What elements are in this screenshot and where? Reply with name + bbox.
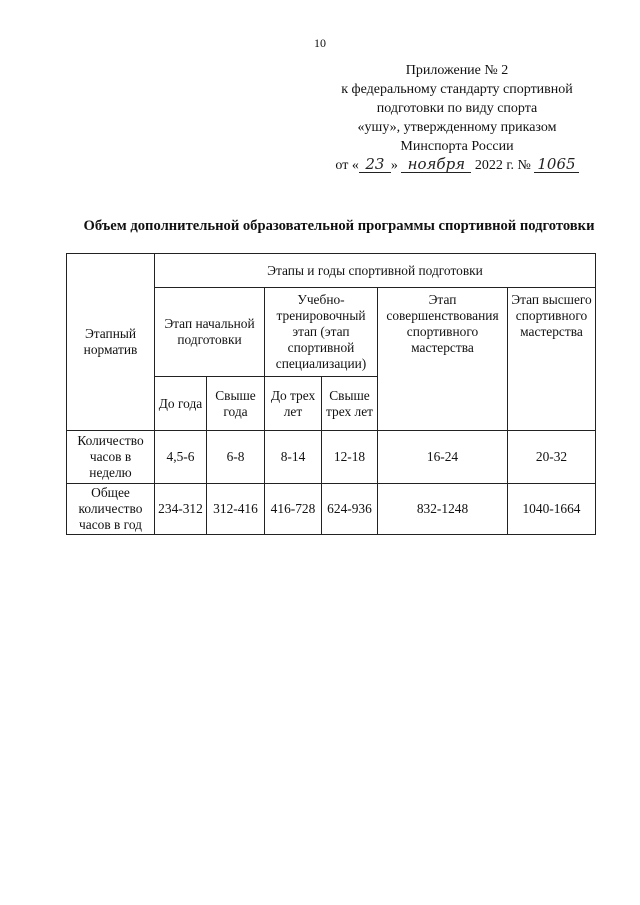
- stage-training-header: Учебно-тренировочный этап (этап спортивной специализации): [265, 288, 378, 377]
- table-cell: 624-936: [322, 484, 378, 535]
- page-number: 10: [314, 36, 326, 50]
- date-sep: »: [390, 158, 398, 173]
- table-cell: 6-8: [207, 431, 265, 484]
- years-training-2: Свыше трех лет: [322, 377, 378, 431]
- stage-initial-header: Этап начальной подготовки: [155, 288, 265, 377]
- appendix-ministry: Минспорта России: [400, 139, 514, 154]
- document-title: Объем дополнительной образовательной программы спортивной подготовки: [83, 218, 595, 234]
- row-label: Общее количество часов в год: [67, 484, 155, 535]
- order-number: 1065: [534, 157, 578, 173]
- date-day: 23: [359, 157, 391, 173]
- table-cell: 312-416: [207, 484, 265, 535]
- table-cell: 416-728: [265, 484, 322, 535]
- years-initial-1: До года: [155, 377, 207, 431]
- stage-improvement-header: Этап совершенствования спортивного мастерства: [378, 288, 508, 431]
- stage-highest-header: Этап высшего спортивного мастерства: [508, 288, 596, 431]
- column-header-normative: Этапный норматив: [67, 254, 155, 431]
- table-cell: 12-18: [322, 431, 378, 484]
- table-cell: 20-32: [508, 431, 596, 484]
- appendix-date-line: [312, 156, 602, 175]
- table-header-row: [67, 254, 596, 288]
- table-row: [67, 484, 596, 535]
- table-cell: 234-312: [155, 484, 207, 535]
- row-label: Количество часов в неделю: [67, 431, 155, 484]
- date-month: ноября: [401, 157, 471, 173]
- program-volume-table: [66, 253, 596, 535]
- appendix-title: Приложение № 2: [405, 63, 509, 78]
- table-cell: 832-1248: [378, 484, 508, 535]
- group-header-stages: Этапы и годы спортивной подготовки: [155, 254, 596, 288]
- table-cell: 8-14: [265, 431, 322, 484]
- years-training-1: До трех лет: [265, 377, 322, 431]
- table-cell: 4,5-6: [155, 431, 207, 484]
- table-cell: 16-24: [378, 431, 508, 484]
- appendix-sport: подготовки по виду спорта: [376, 101, 538, 116]
- appendix-standard: к федеральному стандарту спортивной: [341, 82, 573, 97]
- table-row: [67, 431, 596, 484]
- appendix-order: «ушу», утвержденному приказом: [357, 120, 557, 135]
- date-year: 2022 г. №: [474, 158, 531, 173]
- table-cell: 1040-1664: [508, 484, 596, 535]
- years-initial-2: Свыше года: [207, 377, 265, 431]
- appendix-block: [312, 61, 602, 175]
- date-prefix: от «: [335, 158, 359, 173]
